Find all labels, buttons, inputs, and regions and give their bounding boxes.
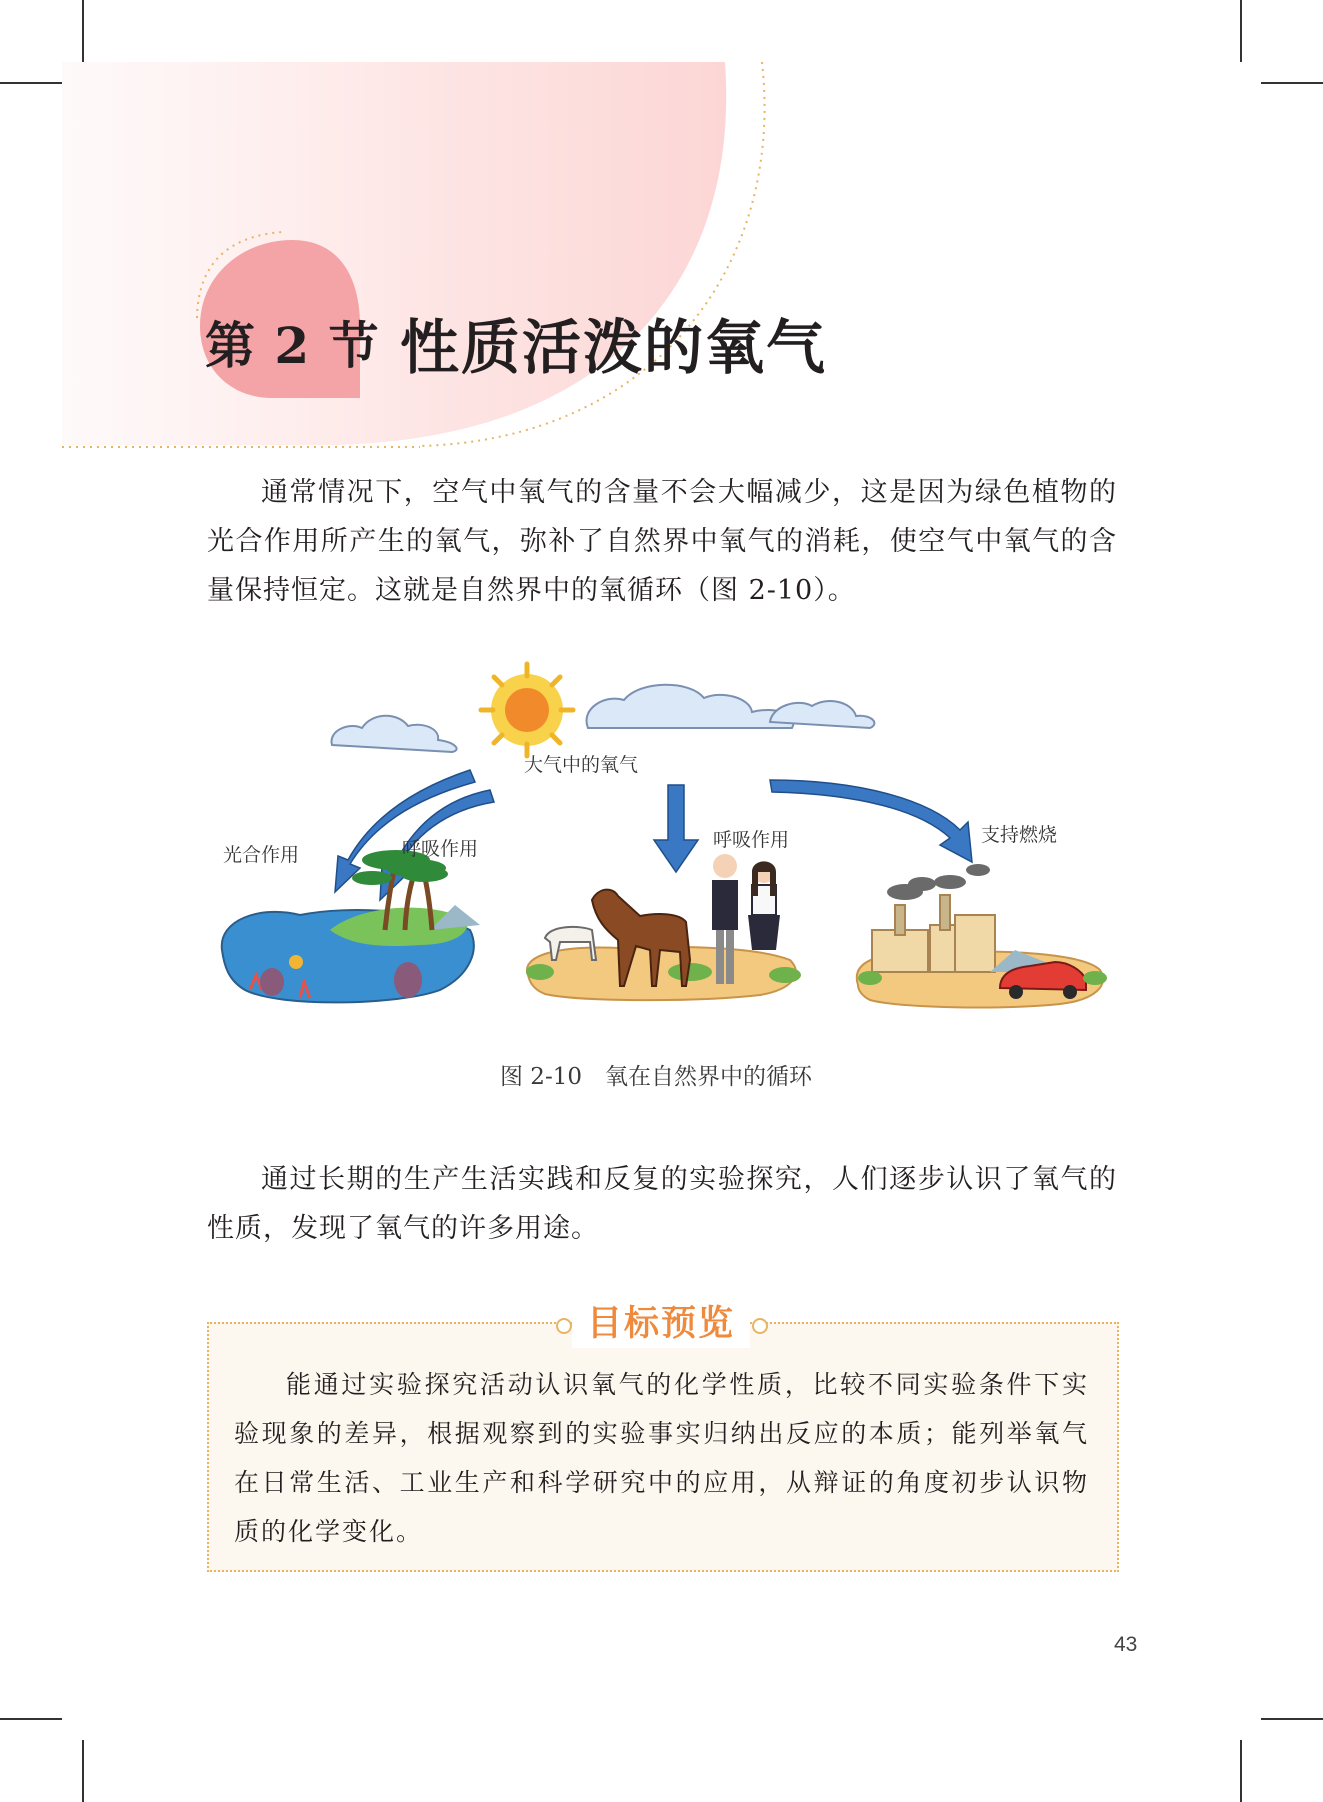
label-combustion: 支持燃烧 bbox=[981, 824, 1058, 846]
sun-icon bbox=[481, 664, 573, 756]
cloud-icon bbox=[587, 685, 875, 728]
goal-title: 目标预览 bbox=[586, 1304, 735, 1344]
goal-title-dot bbox=[752, 1318, 768, 1334]
section-label: 第 2 节 bbox=[205, 316, 380, 375]
factory-scene-icon bbox=[857, 864, 1107, 1007]
body-paragraph: 通过长期的生产生活实践和反复的实验探究，人们逐步认识了氧气的性质，发现了氧气的许多用途。 bbox=[207, 1164, 1117, 1244]
label-respiration-plants: 呼吸作用 bbox=[402, 838, 479, 860]
animals-people-scene-icon bbox=[526, 854, 801, 1000]
respiration-arrow bbox=[654, 785, 698, 872]
trim-mark bbox=[82, 1740, 84, 1802]
trim-mark bbox=[0, 1718, 62, 1720]
page-title: 性质活泼的氧气 bbox=[400, 313, 828, 382]
trim-mark bbox=[1240, 1740, 1242, 1802]
combustion-arrow bbox=[770, 780, 972, 862]
body-paragraph: 通常情况下，空气中氧气的含量不会大幅减少，这是因为绿色植物的光合作用所产生的氧气，弥补了自然界中氧气的消耗，使空气中氧气的含量保持恒定。这就是自然界中的氧循环（图 2-10）。 bbox=[207, 477, 1117, 606]
cloud-icon bbox=[332, 716, 457, 752]
trim-mark bbox=[1261, 1718, 1323, 1720]
label-photosynthesis: 光合作用 bbox=[223, 844, 300, 866]
page-number: 43 bbox=[1114, 1633, 1138, 1656]
figure-caption: 图 2-10 氧在自然界中的循环 bbox=[500, 1064, 812, 1090]
label-atmosphere-oxygen: 大气中的氧气 bbox=[524, 754, 639, 776]
goal-title-dot bbox=[556, 1318, 572, 1334]
label-respiration-animals: 呼吸作用 bbox=[713, 829, 790, 851]
goal-text: 能通过实验探究活动认识氧气的化学性质，比较不同实验条件下实验现象的差异，根据观察到的实验事实归纳出反应的本质；能列举氧气在日常生活、工业生产和科学研究中的应用，从辩证的角度初步认识物质的化学变化。 bbox=[234, 1370, 1089, 1546]
goal-title-wrap bbox=[572, 1300, 750, 1348]
header-decoration bbox=[0, 0, 1323, 470]
